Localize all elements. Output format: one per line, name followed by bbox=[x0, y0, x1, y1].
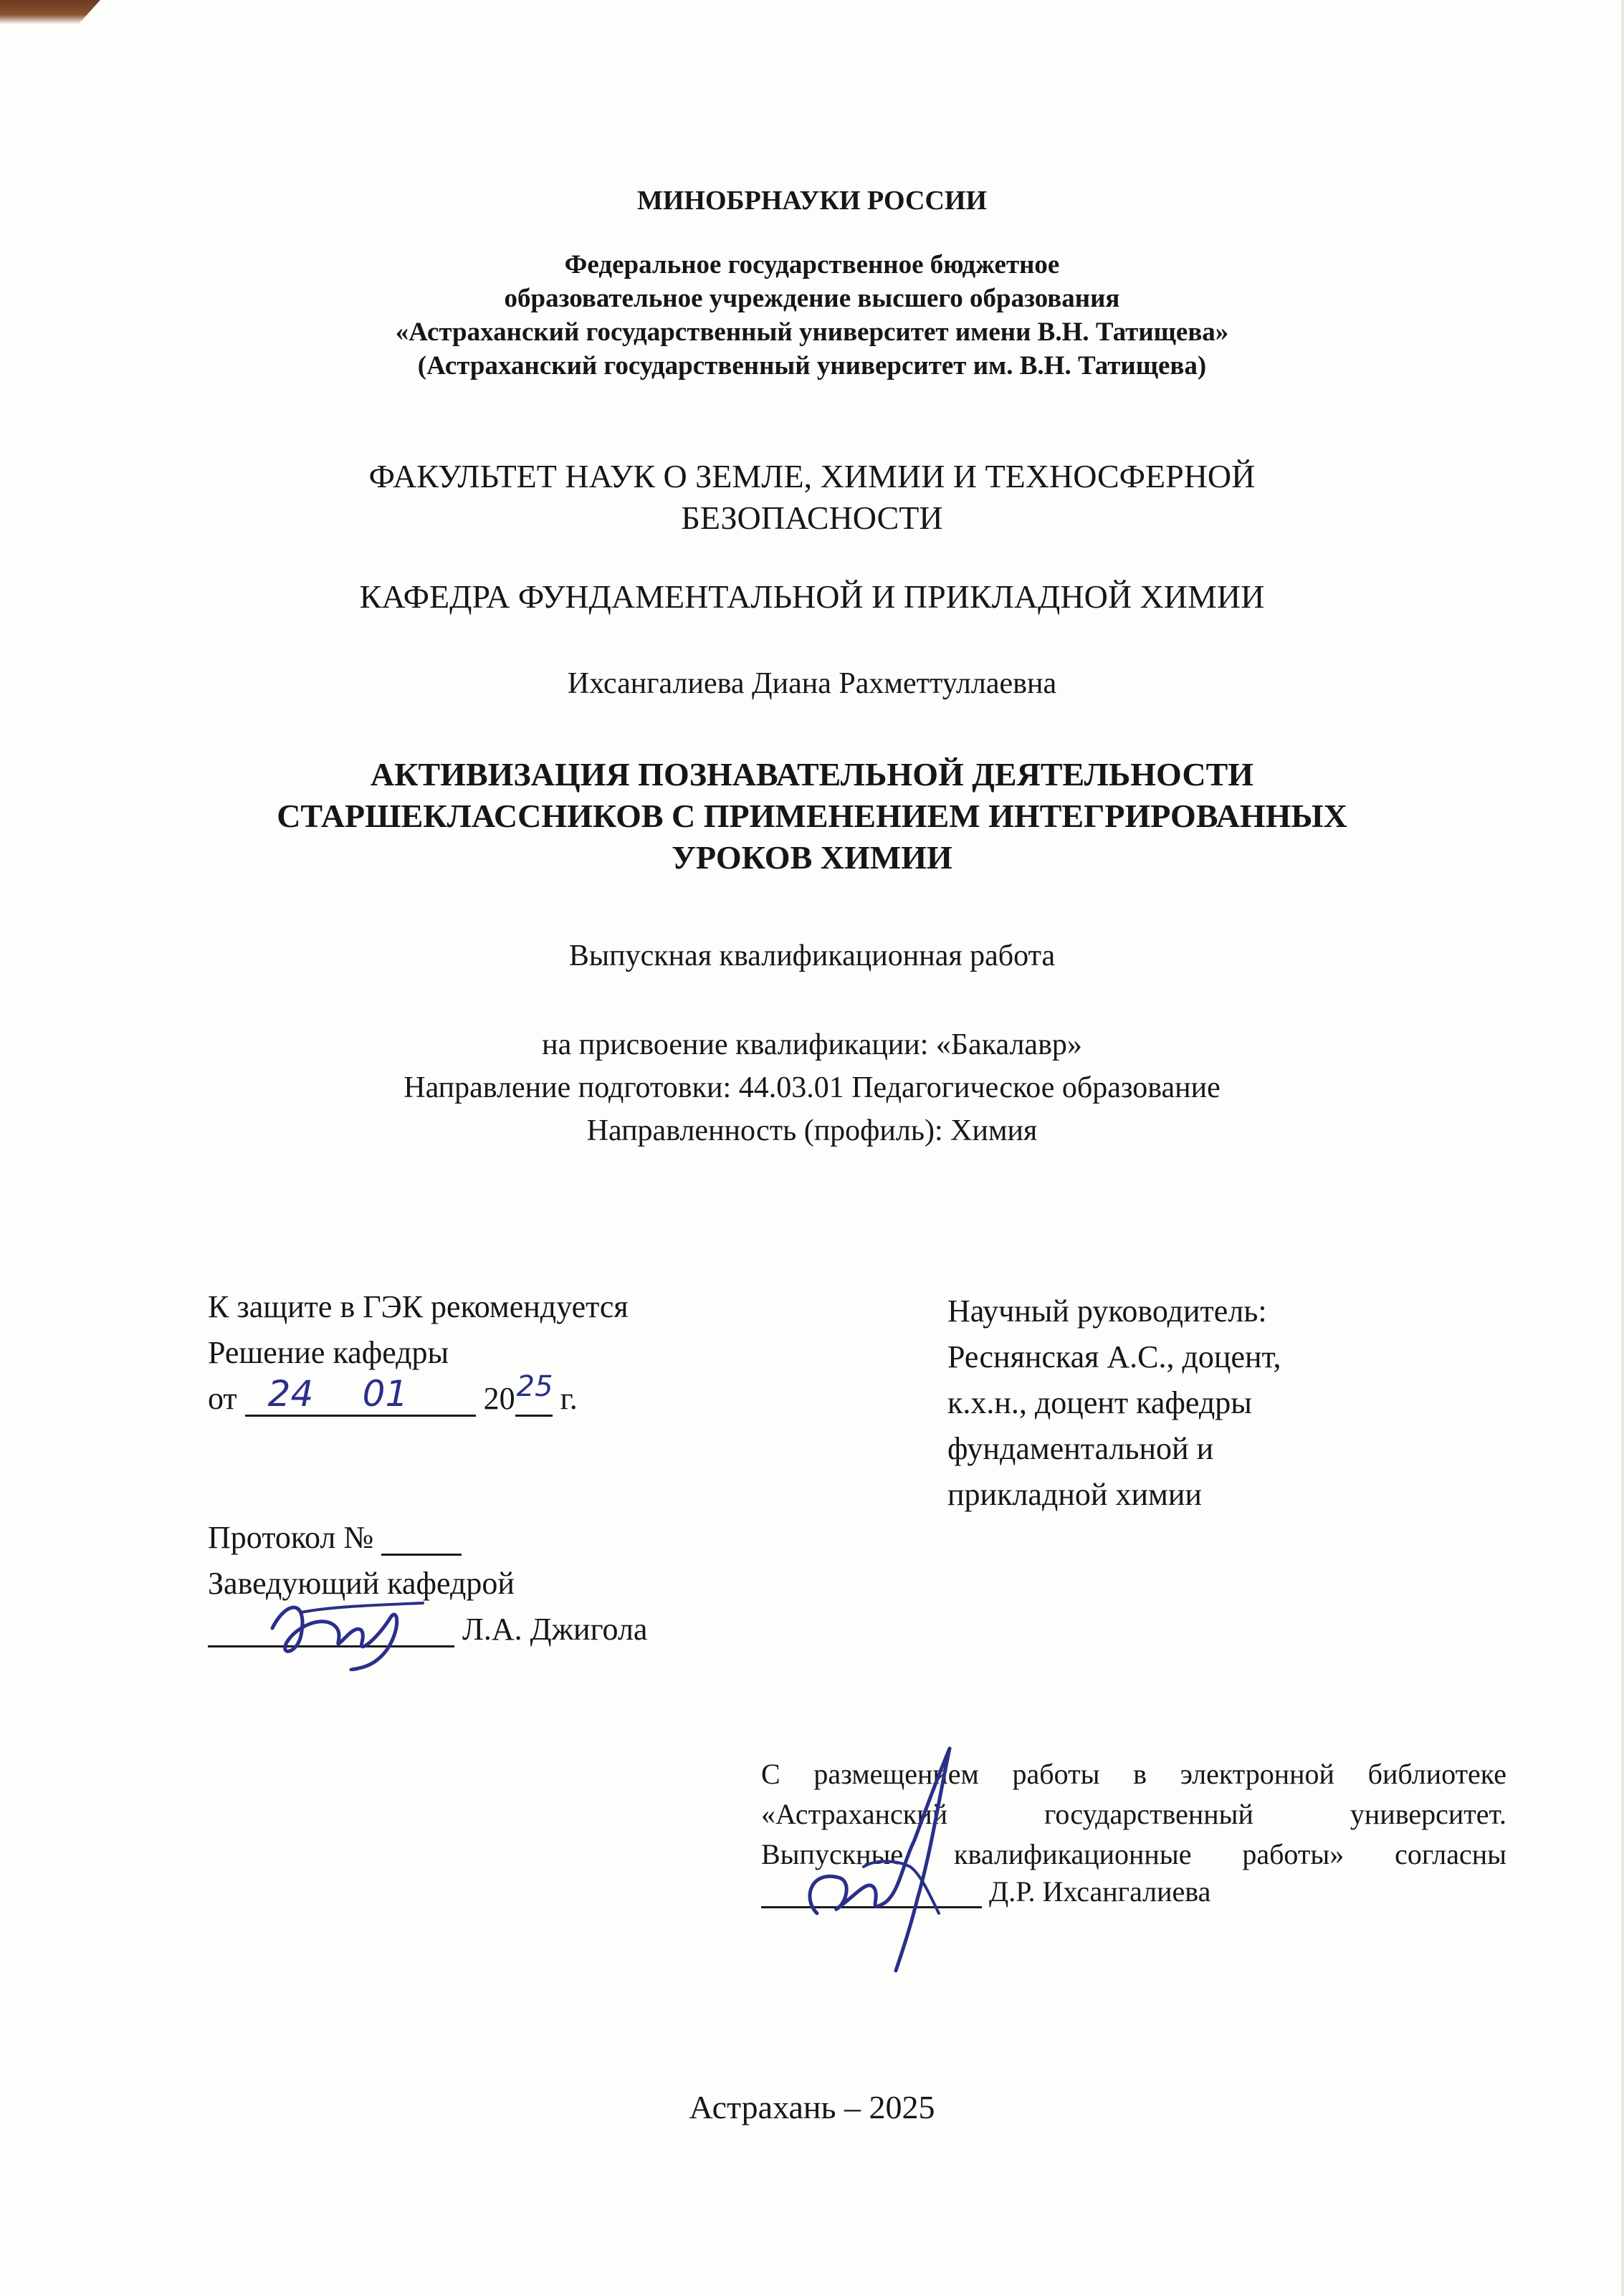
thesis-title bbox=[0, 754, 1624, 879]
faculty-line: ФАКУЛЬТЕТ НАУК О ЗЕМЛЕ, ХИМИИ И ТЕХНОСФЕРНОЙ bbox=[368, 458, 1256, 494]
supervisor-line: прикладной химии bbox=[947, 1477, 1202, 1512]
head-signature bbox=[258, 1585, 437, 1671]
date-month-handwritten: 01 bbox=[362, 1373, 409, 1415]
institution-line: «Астраханский государственный университет имени В.Н. Татищева» bbox=[395, 317, 1229, 347]
qualification-line: Направление подготовки: 44.03.01 Педагогическое образование bbox=[403, 1071, 1221, 1104]
year-field bbox=[515, 1370, 553, 1417]
faculty-line: БЕЗОПАСНОСТИ bbox=[681, 499, 943, 536]
supervisor-line: фундаментальной и bbox=[947, 1431, 1214, 1466]
department-decision: Решение кафедры bbox=[208, 1335, 449, 1370]
consent-line: «Астраханский государственный университет. bbox=[761, 1798, 1506, 1830]
consent-line: С размещением работы в электронной библиотеке bbox=[761, 1758, 1506, 1790]
city-year: Астрахань – 2025 bbox=[689, 2089, 935, 2125]
department-heading: КАФЕДРА ФУНДАМЕНТАЛЬНОЙ И ПРИКЛАДНОЙ ХИМИИ bbox=[359, 578, 1265, 615]
qualification-line: Направленность (профиль): Химия bbox=[586, 1114, 1038, 1147]
defense-recommended: К защите в ГЭК рекомендуется bbox=[208, 1289, 629, 1324]
institution-line: (Астраханский государственный университет им. В.Н. Татищева) bbox=[417, 351, 1207, 381]
protocol-number-field bbox=[381, 1525, 462, 1556]
faculty-block bbox=[0, 456, 1624, 539]
date-day-handwritten: 24 bbox=[267, 1373, 314, 1415]
qualification-block bbox=[0, 1023, 1624, 1152]
scan-edge-artifact bbox=[0, 0, 100, 24]
thesis-title-line: СТАРШЕКЛАССНИКОВ С ПРИМЕНЕНИЕМ ИНТЕГРИРОВАННЫХ bbox=[277, 798, 1347, 834]
head-of-department-label: Заведующий кафедрой bbox=[208, 1566, 515, 1601]
supervisor-line: Реснянская А.С., доцент, bbox=[947, 1339, 1281, 1374]
date-prefix: от bbox=[208, 1381, 237, 1416]
supervisor-block bbox=[947, 1288, 1281, 1518]
supervisor-line: к.х.н., доцент кафедры bbox=[947, 1385, 1252, 1420]
protocol-label: Протокол № bbox=[208, 1520, 374, 1555]
thesis-title-line: АКТИВИЗАЦИЯ ПОЗНАВАТЕЛЬНОЙ ДЕЯТЕЛЬНОСТИ bbox=[370, 756, 1254, 793]
institution-block bbox=[0, 248, 1624, 383]
protocol-number bbox=[208, 1519, 462, 1556]
date-field bbox=[245, 1373, 476, 1417]
thesis-title-line: УРОКОВ ХИМИИ bbox=[672, 839, 952, 876]
consent-signer: Д.Р. Ихсангалиева bbox=[989, 1875, 1211, 1908]
year-suffix: г. bbox=[560, 1381, 578, 1416]
author-name: Ихсангалиева Диана Рахметтуллаевна bbox=[567, 667, 1057, 700]
consent-line: Выпускные квалификационные работы» согласны bbox=[761, 1838, 1506, 1870]
work-type: Выпускная квалификационная работа bbox=[568, 939, 1056, 972]
student-signature bbox=[796, 1734, 982, 1978]
head-name: Л.А. Джигола bbox=[462, 1612, 648, 1647]
ministry-heading: МИНОБРНАУКИ РОССИИ bbox=[636, 186, 988, 216]
decision-date bbox=[208, 1370, 578, 1417]
supervisor-line: Научный руководитель: bbox=[947, 1293, 1267, 1329]
institution-line: Федеральное государственное бюджетное bbox=[564, 250, 1060, 279]
qualification-line: на присвоение квалификации: «Бакалавр» bbox=[542, 1028, 1082, 1061]
institution-line: образовательное учреждение высшего образования bbox=[504, 284, 1120, 313]
year-handwritten: 25 bbox=[516, 1370, 553, 1403]
year-prefix: 20 bbox=[483, 1381, 515, 1416]
